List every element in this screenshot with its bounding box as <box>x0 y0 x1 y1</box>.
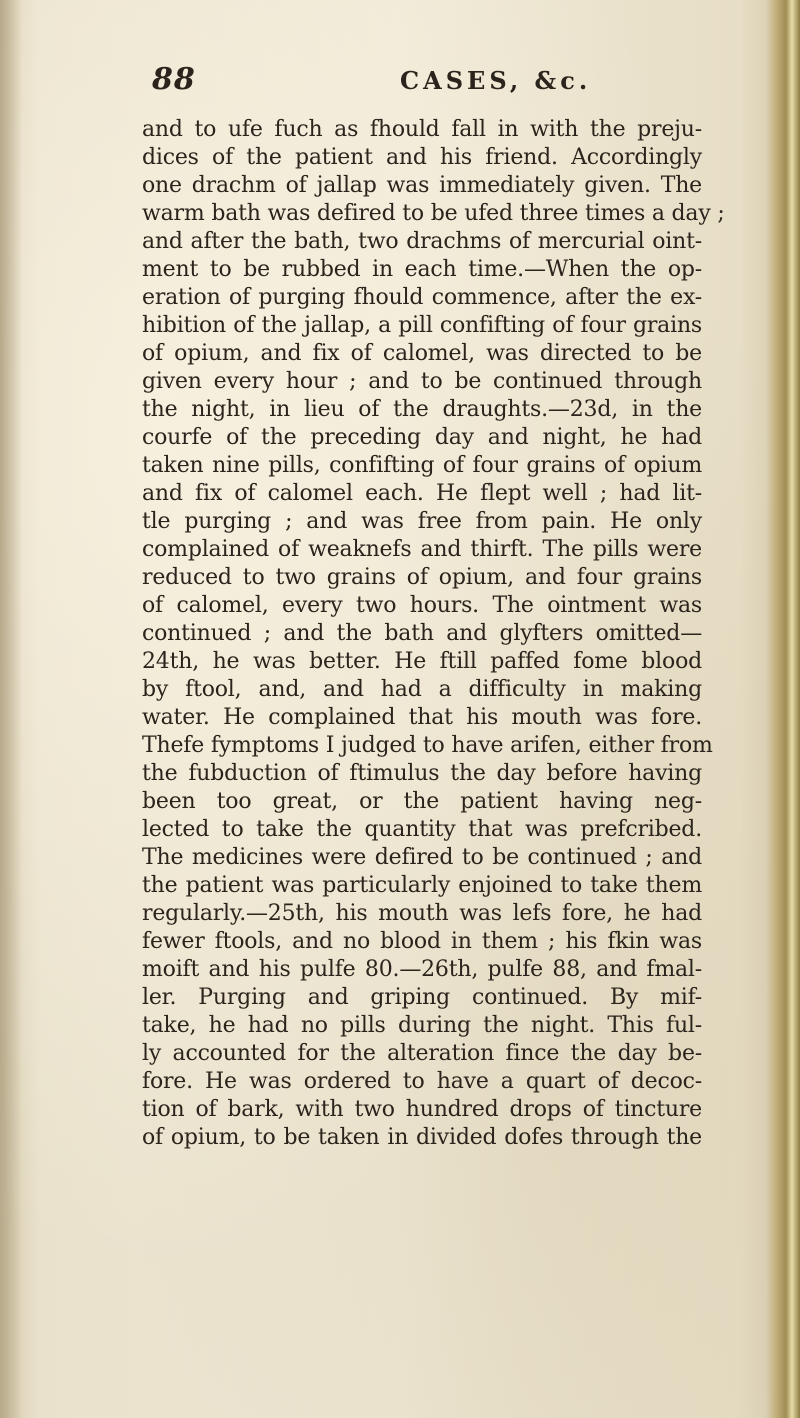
text-line: and after the bath, two drachms of mercurial oint- <box>142 229 702 254</box>
text-line: and fix of calomel each. He flept well ; had lit- <box>142 481 702 506</box>
text-line: the patient was particularly enjoined to take them <box>142 873 702 898</box>
text-line: hibition of the jallap, a pill confifting of four grains <box>142 313 702 338</box>
text-line: ment to be rubbed in each time.—When the op- <box>142 257 702 282</box>
binding-edge <box>766 0 800 1418</box>
text-line: water. He complained that his mouth was fore. <box>142 705 702 730</box>
page-header <box>150 62 710 102</box>
text-line: by ftool, and, and had a difficulty in making <box>142 677 702 702</box>
text-line: taken nine pills, confifting of four grains of opium <box>142 453 702 478</box>
text-line: lected to take the quantity that was prefcribed. <box>142 817 702 842</box>
text-line: courfe of the preceding day and night, he had <box>142 425 702 450</box>
text-line: The medicines were defired to be continued ; and <box>142 845 702 870</box>
text-line: reduced to two grains of opium, and four grains <box>142 565 702 590</box>
text-line: fore. He was ordered to have a quart of decoc- <box>142 1069 702 1094</box>
text-line: take, he had no pills during the night. This ful- <box>142 1013 702 1038</box>
text-line: the fubduction of ftimulus the day before having <box>142 761 702 786</box>
text-line: eration of purging fhould commence, after the ex- <box>142 285 702 310</box>
text-line: one drachm of jallap was immediately given. The <box>142 173 702 198</box>
text-line: warm bath was defired to be ufed three times a day ; <box>142 201 725 226</box>
page-number: 88 <box>152 62 196 97</box>
running-head: CASES, &c. <box>400 66 592 95</box>
text-line: tion of bark, with two hundred drops of tincture <box>142 1097 702 1122</box>
text-line: tle purging ; and was free from pain. He only <box>142 509 702 534</box>
text-line: ler. Purging and griping continued. By mif- <box>142 985 702 1010</box>
text-line: given every hour ; and to be continued through <box>142 369 702 394</box>
text-line: of opium, to be taken in divided dofes through the <box>142 1125 702 1150</box>
text-line: and to ufe fuch as fhould fall in with the preju- <box>142 117 702 142</box>
page-gutter-shadow <box>0 0 22 1418</box>
text-line: moift and his pulfe 80.—26th, pulfe 88, and fmal- <box>142 957 702 982</box>
text-line: 24th, he was better. He ftill paffed fome blood <box>142 649 702 674</box>
body-text <box>142 116 725 1152</box>
text-line: Thefe fymptoms I judged to have arifen, either from <box>142 733 713 758</box>
text-line: ly accounted for the alteration fince the day be- <box>142 1041 702 1066</box>
text-line: dices of the patient and his friend. Accordingly <box>142 145 702 170</box>
text-line: the night, in lieu of the draughts.—23d, in the <box>142 397 702 422</box>
text-line: of calomel, every two hours. The ointment was <box>142 593 702 618</box>
text-line: complained of weaknefs and thirft. The pills were <box>142 537 702 562</box>
text-line: continued ; and the bath and glyfters omitted— <box>142 621 702 646</box>
text-line: regularly.—25th, his mouth was lefs fore, he had <box>142 901 702 926</box>
text-line: of opium, and fix of calomel, was directed to be <box>142 341 702 366</box>
text-line: been too great, or the patient having neg- <box>142 789 702 814</box>
text-line: fewer ftools, and no blood in them ; his fkin was <box>142 929 702 954</box>
